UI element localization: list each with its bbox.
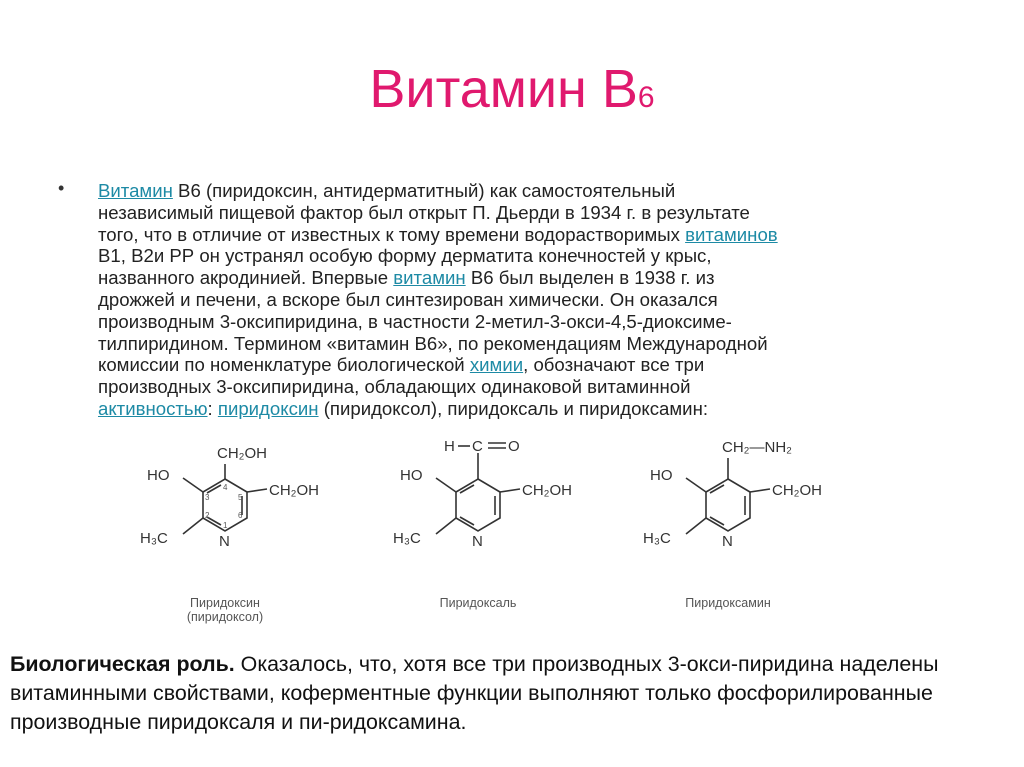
paragraph-text: производным 3-оксипиридина, в частности 2-метил-3-окси-4,5-диоксиме- [98, 310, 732, 332]
paragraph-line [98, 180, 948, 202]
caption-line: Пиридоксин [190, 596, 260, 610]
paragraph-text: : [207, 397, 218, 419]
top-group-label: CH₂OH [217, 445, 267, 462]
aldehyde-o-label: O [508, 438, 520, 455]
pyridoxamine-caption [668, 596, 788, 610]
methyl-label: H₃C [643, 530, 671, 547]
pyridoxal-structure [388, 436, 603, 561]
pyridoxine-diagram [135, 436, 350, 561]
hydroxyl-label: HO [650, 467, 673, 484]
inline-link[interactable]: витаминов [685, 223, 778, 245]
paragraph-text: В1, В2и РР он устранял особую форму дерматита конечностей у крыс, [98, 245, 712, 267]
pyridoxamine-diagram [636, 436, 851, 561]
nitrogen-label: N [472, 533, 483, 550]
paragraph-line [98, 376, 948, 398]
pyridoxal-caption [418, 596, 538, 610]
pyridoxamine-structure [636, 436, 851, 561]
hydroxyl-label: HO [147, 467, 170, 484]
paragraph-text: , обозначают все три [523, 354, 705, 376]
pyridoxine-caption [165, 596, 285, 624]
pyridoxal-diagram [388, 436, 603, 561]
paragraph-line [98, 311, 948, 333]
right-group-label: CH₂OH [269, 482, 319, 499]
paragraph-text: тилпиридином. Термином «витамин В6», по рекомендациям Международной [98, 332, 768, 354]
ring-number: 6 [238, 511, 243, 520]
slide-title [0, 59, 1024, 119]
paragraph-text: названного акродинией. Впервые [98, 267, 394, 289]
paragraph-text: (пиридоксол), пиридоксаль и пиридоксамин: [318, 397, 708, 419]
inline-link[interactable]: пиридоксин [217, 397, 319, 419]
ring-number: 1 [223, 521, 228, 530]
caption-line: (пиридоксол) [186, 610, 264, 624]
methyl-label: H₃C [393, 530, 421, 547]
title-subscript: 6 [637, 81, 655, 114]
paragraph-text: дрожжей и печени, а вскоре был синтезирован химически. Он оказался [98, 288, 718, 310]
ring-number: 4 [223, 483, 228, 492]
right-group-label: CH₂OH [522, 482, 572, 499]
aldehyde-h-label: H [444, 438, 455, 455]
caption-line: Пиридоксамин [685, 596, 771, 610]
ring-number: 2 [205, 511, 210, 520]
paragraph-line [98, 267, 948, 289]
paragraph-text: комиссии по номенклатуре биологической [98, 354, 470, 376]
methyl-label: H₃C [140, 530, 168, 547]
biological-role-paragraph [10, 650, 1020, 737]
inline-link[interactable]: Витамин [98, 180, 173, 201]
paragraph-text: В6 (пиридоксин, антидерматитный) как самостоятельный [172, 180, 676, 201]
biological-role-text: Оказалось, что, хотя все три производных 3-окси-пиридина наделены витаминными свойствами, коферментные функции выполняют только фосфорилированные производные пиридоксаля и пи-ридоксамина. [10, 652, 939, 734]
paragraph-text: В6 был выделен в 1938 г. из [465, 267, 715, 289]
inline-link[interactable]: химии [469, 354, 524, 376]
caption-line: Пиридоксаль [439, 596, 517, 610]
paragraph-line [98, 289, 948, 311]
top-group-label: CH₂—NH₂ [722, 439, 792, 456]
paragraph-line [98, 224, 948, 246]
ring-number: 5 [238, 493, 243, 502]
paragraph-line [98, 245, 948, 267]
bullet-marker: • [58, 178, 65, 198]
paragraph-line [98, 398, 948, 420]
pyridoxine-structure [135, 436, 350, 561]
hydroxyl-label: HO [400, 467, 423, 484]
right-group-label: CH₂OH [772, 482, 822, 499]
paragraph-text: того, что в отличие от известных к тому времени водорастворимых [98, 223, 686, 245]
paragraph-line [98, 333, 948, 355]
paragraph-line [98, 202, 948, 224]
paragraph-line [98, 354, 948, 376]
main-paragraph [98, 180, 948, 420]
inline-link[interactable]: витамин [393, 267, 466, 289]
nitrogen-label: N [722, 533, 733, 550]
paragraph-text: независимый пищевой фактор был открыт П. Дьерди в 1934 г. в результате [98, 201, 750, 223]
ring-number: 3 [205, 493, 210, 502]
paragraph-text: производных 3-оксипиридина, обладающих одинаковой витаминной [98, 376, 691, 398]
aldehyde-c-label: C [472, 438, 483, 455]
nitrogen-label: N [219, 533, 230, 550]
title-text: Витамин В [369, 59, 638, 119]
biological-role-heading: Биологическая роль. [10, 652, 235, 676]
inline-link[interactable]: активностью [98, 397, 208, 419]
